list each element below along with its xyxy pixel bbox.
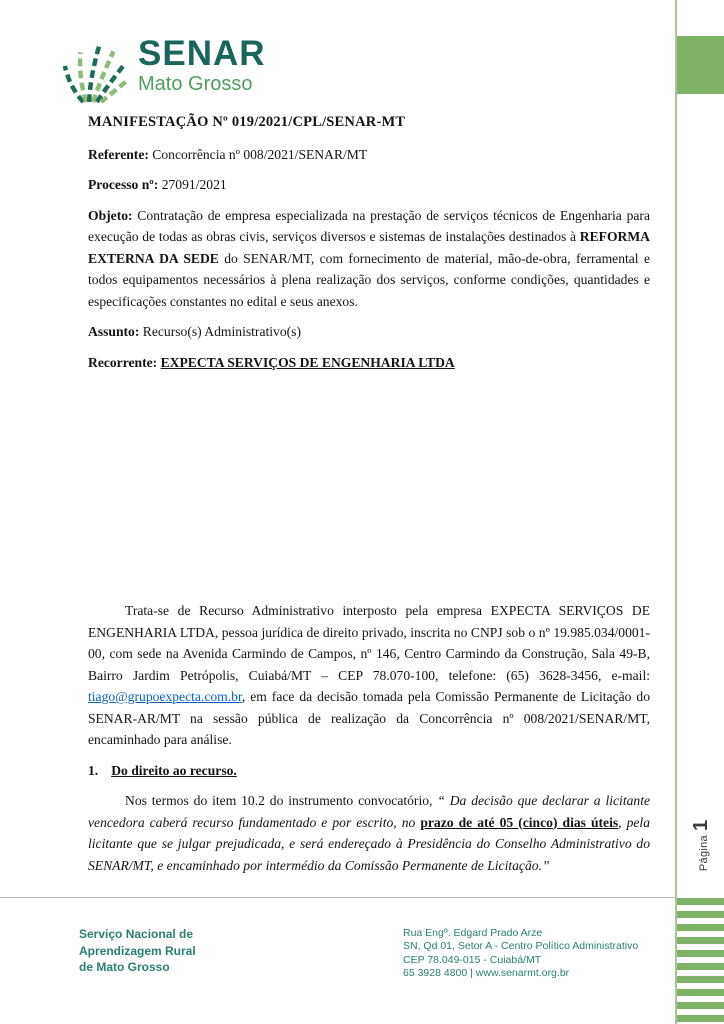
logo-senar-text: SENAR [138, 34, 266, 73]
footer-org-line2: Aprendizagem Rural [79, 943, 196, 958]
senar-logo [60, 31, 266, 103]
quote-intro: Nos termos do item 10.2 do instrumento convocatório, [125, 793, 438, 808]
referente-value: Concorrência nº 008/2021/SENAR/MT [148, 146, 368, 162]
footer-address [403, 927, 638, 981]
page-number [680, 804, 724, 886]
right-edge-line [675, 0, 677, 1024]
recorrente-line [88, 352, 650, 374]
quote-bold-deadline: prazo de até 05 (cinco) dias úteis [420, 814, 619, 830]
intro-text-1: Trata-se de Recurso Administrativo interposto pela empresa EXPECTA SERVIÇOS DE ENGENHARIA LTDA, pessoa jurídica de direito privado, inscrita no CNPJ sob o nº 19.985.034/0001-00, com sede na Avenida Carmindo de Campos, nº 146, Centro Carmindo da Construção, Sala 49-B, Bairro Jardim Petrópolis, Cuiabá/MT – CEP 78.070-100, telefone: (65) 3628-3456, e-mail: [88, 603, 650, 683]
footer-address-line2: SN, Qd 01, Setor A - Centro Político Administrativo [403, 940, 639, 953]
logo-region-text: Mato Grosso [138, 73, 253, 95]
document-title: MANIFESTAÇÃO Nº 019/2021/CPL/SENAR-MT [88, 114, 406, 130]
footer-address-line1: Rua Engº. Edgard Prado Arze [403, 927, 543, 939]
email-link[interactable]: tiago@grupoexpecta.com.br [88, 689, 242, 704]
footer-org-line1: Serviço Nacional de [79, 927, 194, 941]
document-header-block [88, 112, 650, 382]
section-1-number: 1. [88, 762, 99, 778]
footer-organization [79, 926, 196, 976]
referente-line [88, 144, 650, 166]
intro-paragraph [88, 600, 650, 751]
assunto-label: Assunto: [88, 324, 140, 339]
recorrente-value: EXPECTA SERVIÇOS DE ENGENHARIA LTDA [160, 354, 455, 370]
objeto-text-2: do SENAR/MT, com fornecimento de material, mão-de-obra, ferramental e todos equipamentos necessários à plena realização dos serviços, conforme condições, quantidades e especificações constantes no edital e seus anexos. [88, 250, 650, 309]
page-number-rotated [691, 819, 714, 870]
top-right-green-block [677, 36, 724, 94]
referente-label: Referente: [88, 146, 149, 162]
quote-start: “ Da decisão que declarar a licitante vencedora caberá recurso fundamentado e por escrito, no [88, 793, 651, 830]
page-number-value: 1 [690, 819, 713, 831]
footer-org-line3: de Mato Grosso [79, 960, 170, 974]
logo-wordmark [138, 31, 266, 95]
footer-address-line4: 65 3928 4800 | www.senarmt.org.br [403, 967, 570, 980]
assunto-value: Recurso(s) Administrativo(s) [139, 324, 301, 339]
footer-address-line3: CEP 78.049-015 - Cuiabá/MT [403, 953, 542, 966]
page-label: Página [698, 834, 711, 871]
processo-label: Processo nº: [88, 177, 159, 192]
senar-leaf-icon [60, 31, 130, 103]
section-1-heading [88, 760, 650, 782]
assunto-line [88, 321, 650, 343]
document-main-block [88, 600, 650, 885]
objeto-label: Objeto: [88, 207, 133, 223]
processo-line [88, 174, 650, 196]
section-1-title: Do direito ao recurso. [111, 762, 237, 778]
recorrente-label: Recorrente: [88, 354, 161, 370]
objeto-bold-text: REFORMA EXTERNA DA SEDE [88, 229, 650, 266]
objeto-paragraph [88, 205, 650, 313]
section-1-paragraph [88, 790, 650, 876]
intro-text-2: , em face da decisão tomada pela Comissão Permanente de Licitação do SENAR-AR/MT na sessão pública de realização da Concorrência nº 008/2021/SENAR/MT, encaminhado para análise. [88, 689, 650, 747]
footer-divider-line [0, 897, 676, 898]
quote-end: , pela licitante que se julgar prejudicada, e será endereçado à Presidência do Conselho Administrativo do SENAR/MT, e encaminhado por intermédio da Comissão Permanente de Licitação.” [88, 814, 650, 873]
bottom-right-stripes [677, 898, 724, 1024]
processo-value: 27091/2021 [158, 177, 227, 192]
objeto-text-1: Contratação de empresa especializada na prestação de serviços técnicos de Engenharia para execução de todas as obras civis, serviços diversos e sistemas de instalações destinados à [88, 207, 650, 244]
